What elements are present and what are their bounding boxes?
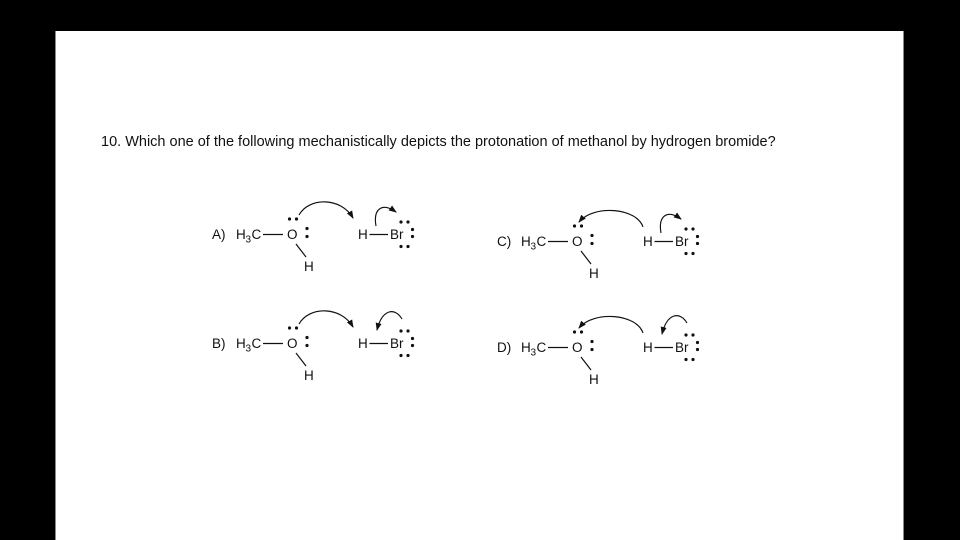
methanol-structure bbox=[236, 217, 314, 274]
br-lone-pair-dot bbox=[691, 227, 694, 230]
hbr-structure bbox=[643, 333, 699, 361]
br-lone-pair-dot bbox=[411, 228, 414, 231]
bromine-atom: Br bbox=[390, 336, 404, 351]
methyl-h: H bbox=[521, 234, 531, 249]
o-lone-pair-dot bbox=[305, 227, 308, 230]
bromine-atom: Br bbox=[675, 340, 689, 355]
br-lone-pair-dot bbox=[684, 358, 687, 361]
hbr-h: H bbox=[643, 340, 653, 355]
hbr-structure bbox=[358, 220, 414, 248]
br-lone-pair-dot bbox=[691, 358, 694, 361]
o-lone-pair-dot bbox=[305, 235, 308, 238]
hbr-h: H bbox=[358, 227, 368, 242]
option-c bbox=[491, 202, 726, 292]
br-lone-pair-dot bbox=[696, 235, 699, 238]
bromine-atom: Br bbox=[675, 234, 689, 249]
big-curved-arrow-o-to-h bbox=[299, 311, 353, 327]
o-lone-pair-dot bbox=[590, 348, 593, 351]
option-c-label: C) bbox=[497, 234, 512, 249]
option-a bbox=[206, 195, 441, 285]
o-h-bond bbox=[296, 244, 306, 257]
big-curved-arrow-h-to-o bbox=[579, 316, 643, 333]
bromine-atom: Br bbox=[390, 227, 404, 242]
br-lone-pair-dot bbox=[684, 333, 687, 336]
methyl-h: H bbox=[521, 340, 531, 355]
hydroxyl-h: H bbox=[304, 259, 314, 274]
o-lone-pair-dot bbox=[288, 326, 291, 329]
br-lone-pair-dot bbox=[411, 344, 414, 347]
br-lone-pair-dot bbox=[684, 227, 687, 230]
o-lone-pair-dot bbox=[288, 217, 291, 220]
hydroxyl-h: H bbox=[304, 368, 314, 383]
methyl-c: C bbox=[251, 227, 262, 242]
oxygen-atom: O bbox=[572, 340, 583, 355]
option-d bbox=[491, 308, 726, 398]
methyl-h: H bbox=[236, 336, 246, 351]
br-lone-pair-dot bbox=[399, 329, 402, 332]
methanol-structure bbox=[521, 224, 599, 281]
question bbox=[101, 134, 813, 151]
o-h-bond bbox=[581, 251, 591, 264]
methyl-subscript: 3 bbox=[245, 343, 252, 355]
br-lone-pair-dot bbox=[406, 329, 409, 332]
methyl-h: H bbox=[236, 227, 246, 242]
small-curved-arrow-bond-to-br bbox=[660, 214, 681, 233]
methyl-c: C bbox=[251, 336, 262, 351]
small-curved-arrow-bond-to-br bbox=[375, 207, 396, 226]
methyl-c: C bbox=[536, 234, 547, 249]
br-lone-pair-dot bbox=[399, 220, 402, 223]
br-lone-pair-dot bbox=[406, 245, 409, 248]
o-h-bond bbox=[296, 353, 306, 366]
small-curved-arrow-br-to-bond bbox=[377, 312, 402, 330]
option-d-label: D) bbox=[497, 340, 512, 355]
methyl-subscript: 3 bbox=[245, 234, 252, 246]
methyl-subscript: 3 bbox=[530, 241, 537, 253]
hbr-structure bbox=[643, 227, 699, 255]
o-lone-pair-dot bbox=[305, 336, 308, 339]
o-lone-pair-dot bbox=[573, 330, 576, 333]
br-lone-pair-dot bbox=[411, 337, 414, 340]
hbr-h: H bbox=[643, 234, 653, 249]
slide-page bbox=[55, 31, 904, 540]
big-curved-arrow-o-to-h bbox=[299, 202, 353, 218]
option-a-label: A) bbox=[212, 227, 226, 242]
o-lone-pair-dot bbox=[580, 330, 583, 333]
o-lone-pair-dot bbox=[590, 234, 593, 237]
br-lone-pair-dot bbox=[399, 354, 402, 357]
question-text: Which one of the following mechanistically depicts the protonation of methanol by hydrogen bromide? bbox=[125, 134, 776, 150]
br-lone-pair-dot bbox=[411, 235, 414, 238]
br-lone-pair-dot bbox=[406, 354, 409, 357]
methanol-structure bbox=[521, 330, 599, 387]
o-lone-pair-dot bbox=[573, 224, 576, 227]
o-lone-pair-dot bbox=[590, 340, 593, 343]
o-lone-pair-dot bbox=[295, 326, 298, 329]
option-b bbox=[206, 304, 441, 394]
br-lone-pair-dot bbox=[399, 245, 402, 248]
question-number: 10. bbox=[101, 134, 122, 150]
br-lone-pair-dot bbox=[406, 220, 409, 223]
o-lone-pair-dot bbox=[295, 217, 298, 220]
oxygen-atom: O bbox=[287, 227, 298, 242]
hydroxyl-h: H bbox=[589, 372, 599, 387]
br-lone-pair-dot bbox=[696, 341, 699, 344]
big-curved-arrow-h-to-o bbox=[579, 210, 643, 227]
methyl-c: C bbox=[536, 340, 547, 355]
br-lone-pair-dot bbox=[691, 333, 694, 336]
methanol-structure bbox=[236, 326, 314, 383]
hydroxyl-h: H bbox=[589, 266, 599, 281]
o-h-bond bbox=[581, 357, 591, 370]
br-lone-pair-dot bbox=[696, 242, 699, 245]
br-lone-pair-dot bbox=[684, 252, 687, 255]
oxygen-atom: O bbox=[572, 234, 583, 249]
o-lone-pair-dot bbox=[580, 224, 583, 227]
o-lone-pair-dot bbox=[305, 344, 308, 347]
o-lone-pair-dot bbox=[590, 242, 593, 245]
br-lone-pair-dot bbox=[696, 348, 699, 351]
option-b-label: B) bbox=[212, 336, 226, 351]
methyl-subscript: 3 bbox=[530, 347, 537, 359]
br-lone-pair-dot bbox=[691, 252, 694, 255]
small-curved-arrow-br-to-bond bbox=[662, 316, 687, 334]
hbr-structure bbox=[358, 329, 414, 357]
oxygen-atom: O bbox=[287, 336, 298, 351]
hbr-h: H bbox=[358, 336, 368, 351]
